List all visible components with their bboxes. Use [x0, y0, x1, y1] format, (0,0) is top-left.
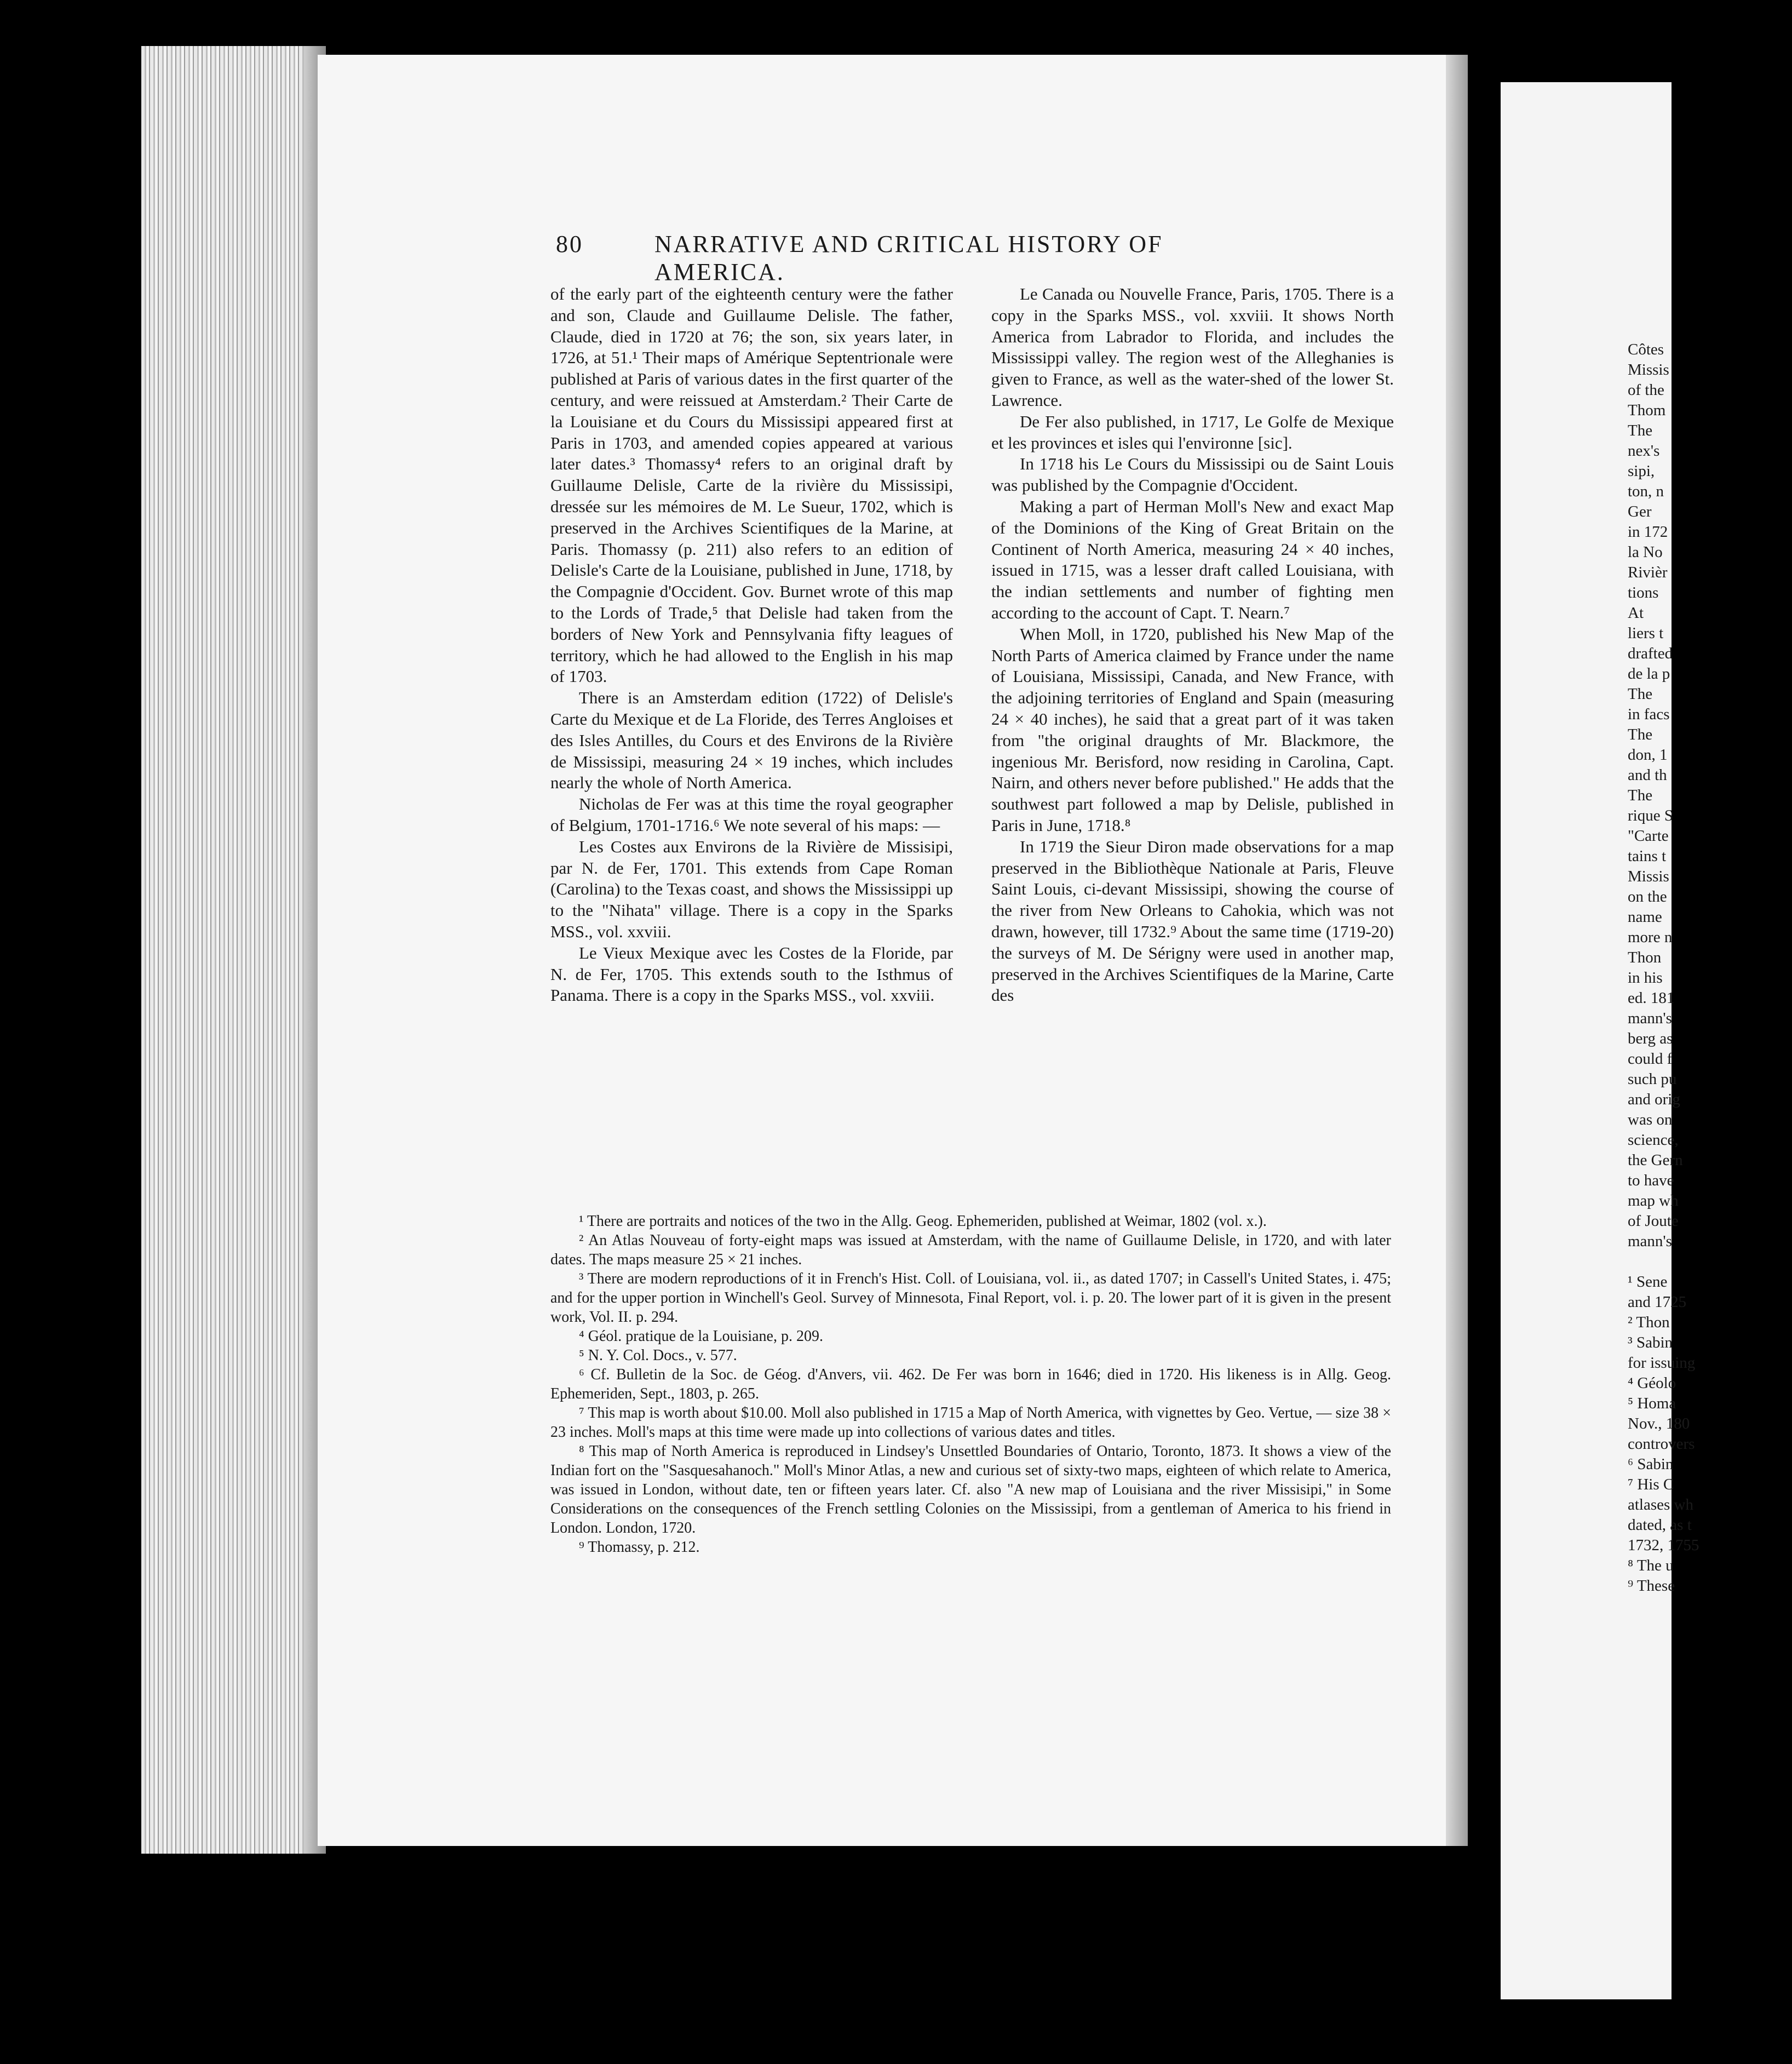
facing-page-line: Thom: [1628, 402, 1666, 419]
facing-page-line: Rivièr: [1628, 564, 1668, 581]
facing-page-line: ton, n: [1628, 483, 1664, 500]
facing-page-line: Thon: [1628, 949, 1662, 966]
facing-page-line: mann's: [1628, 1232, 1672, 1250]
gutter-shadow: [1446, 55, 1468, 1846]
facing-page-line: de la p: [1628, 665, 1670, 683]
left-paragraph: of the early part of the eighteenth century were the father and son, Claude and Guillaume Delisle. The father, Claude, died in 1720 at 76; the son, six years later, in 1726, at 51.¹ Their maps of Amérique Septentrionale were published at Paris of various dates in the first quarter of the century, and were reissued at Amsterdam.² Their Carte de la Louisiane et du Cours du Mississipi appeared first at Paris in 1703, and amended copies appeared at various later dates.³ Thomassy⁴ refers to an original draft by Guillaume Delisle, Carte de la rivière du Mississipi, dressée sur les mémoires de M. Le Sueur, 1702, which is preserved in the Archives Scientifiques de la Marine, at Paris. Thomassy (p. 211) also refers to an edition of Delisle's Carte de la Louisiane, published in June, 1718, by the Compagnie d'Occident. Gov. Burnet wrote of this map to the Lords of Trade,⁵ that Delisle had taken from the borders of New York and Pennsylvania fifty leagues of territory, which he had allowed to the English in his map of 1703.: [550, 284, 953, 686]
facing-page-line: science,: [1628, 1131, 1679, 1149]
footnote: ⁷ This map is worth about $10.00. Moll also published in 1715 a Map of North America, with vignettes by Geo. Vertue, — size 38 × 23 inches. Moll's maps at this time were made up into collections of various dates and titles.: [550, 1404, 1391, 1441]
facing-page-line: was on: [1628, 1111, 1673, 1128]
facing-page-line: map wh: [1628, 1192, 1679, 1209]
facing-page-line: name: [1628, 908, 1662, 926]
facing-page-line: ⁶ Sabin: [1628, 1455, 1674, 1473]
footnote: ² An Atlas Nouveau of forty-eight maps was issued at Amsterdam, with the name of Guillaume Delisle, in 1720, and with later dates. The maps measure 25 × 21 inches.: [550, 1232, 1391, 1268]
facing-page-line: atlases wh: [1628, 1496, 1693, 1513]
facing-page-line: ³ Sabin: [1628, 1334, 1673, 1351]
left-paragraph: Le Vieux Mexique avec les Costes de la Floride, par N. de Fer, 1705. This extends south to the Isthmus of Panama. There is a copy in the Sparks MSS., vol. xxviii.: [550, 943, 953, 1005]
right-paragraph: Making a part of Herman Moll's New and exact Map of the Dominions of the King of Great Britain on the Continent of North America, measuring 24 × 40 inches, issued in 1715, was a lesser draft called Louisiana, with the indian settlements and number of fighting men according to the account of Capt. T. Nearn.⁷: [991, 496, 1394, 622]
facing-page-line: such pu: [1628, 1070, 1677, 1088]
facing-page-line: ¹ Sene: [1628, 1273, 1668, 1291]
facing-page-line: nex's: [1628, 442, 1660, 460]
facing-page-line: rique S: [1628, 807, 1673, 824]
facing-page-line: tions: [1628, 584, 1659, 601]
facing-page-line: 1732, 1755: [1628, 1536, 1699, 1554]
right-paragraph: De Fer also published, in 1717, Le Golfe de Mexique et les provinces et isles qui l'environne [sic].: [991, 411, 1394, 452]
book-page-edges: [141, 46, 322, 1854]
facing-page-line: could f: [1628, 1050, 1673, 1068]
facing-page-line: ² Thon: [1628, 1314, 1670, 1331]
footnotes: [550, 1212, 1391, 1557]
footnote: ⁹ Thomassy, p. 212.: [579, 1539, 700, 1556]
facing-page-line: and th: [1628, 766, 1667, 784]
footnote: ¹ There are portraits and notices of the two in the Allg. Geog. Ephemeriden, published at Weimar, 1802 (vol. x.).: [579, 1213, 1267, 1230]
facing-page-line: tains t: [1628, 847, 1667, 865]
facing-page-line: "Carte: [1628, 827, 1669, 845]
facing-page-line: on the: [1628, 888, 1667, 905]
facing-page-line: The: [1628, 726, 1653, 743]
facing-page-line: sipi,: [1628, 462, 1655, 480]
facing-page-line: ⁴ Géolo: [1628, 1374, 1676, 1392]
right-column: [991, 284, 1394, 1006]
facing-page-line: mann's: [1628, 1010, 1672, 1027]
facing-page-line: liers t: [1628, 624, 1664, 642]
facing-page-line: and orig: [1628, 1091, 1680, 1108]
facing-page-line: ⁷ His C: [1628, 1476, 1674, 1493]
left-paragraph: Nicholas de Fer was at this time the royal geographer of Belgium, 1701-1716.⁶ We note several of his maps: —: [550, 794, 953, 835]
facing-page-line: of the: [1628, 381, 1664, 399]
facing-page-line: in 172: [1628, 523, 1668, 541]
facing-page-line: ⁵ Homa: [1628, 1395, 1676, 1412]
facing-page-line: The: [1628, 685, 1653, 703]
facing-page-line: the Gern: [1628, 1151, 1683, 1169]
footnote: ⁴ Géol. pratique de la Louisiane, p. 209.: [579, 1328, 823, 1345]
facing-page-line: [1628, 1252, 1792, 1272]
facing-page-line: Missis: [1628, 361, 1669, 379]
facing-page-line: ⁸ The u: [1628, 1557, 1674, 1574]
facing-page-line: Ger: [1628, 503, 1652, 520]
facing-page-line: in his: [1628, 969, 1663, 987]
facing-page-line: of Joute: [1628, 1212, 1679, 1230]
facing-page-line: Missis: [1628, 868, 1669, 885]
footnote: ⁸ This map of North America is reproduced in Lindsey's Unsettled Boundaries of Ontario, Toronto, 1873. It shows a view of the Indian fort on the "Sasquesahanoch." Moll's Minor Atlas, a new and curious set of sixty-two maps, eighteen of which relate to America, was issued in London, without date, ten or fifteen years later. Cf. also "A new map of Louisiana and the river Missisipi," in Some Considerations on the consequences of the French settling Colonies on the Mississipi, from a gentleman of America to his friend in London. London, 1720.: [550, 1443, 1391, 1536]
running-title: NARRATIVE AND CRITICAL HISTORY OF AMERICA.: [654, 231, 1163, 285]
facing-page-line: don, 1: [1628, 746, 1668, 764]
facing-page-line: The: [1628, 787, 1653, 804]
right-paragraph: In 1718 his Le Cours du Mississipi ou de Saint Louis was published by the Compagnie d'Occident.: [991, 454, 1394, 495]
facing-page-line: ed. 181: [1628, 989, 1675, 1007]
right-paragraph: When Moll, in 1720, published his New Map of the North Parts of America claimed by France under the name of Louisiana, Mississipi, Canada, and New France, with the adjoining territories of England and Spain (measuring 24 × 40 inches), he said that a great part of it was taken from "the original draughts of Mr. Blackmore, the ingenious Mr. Berisford, now residing in Carolina, Capt. Nairn, and others never before published." He adds that the southwest part followed a map by Delisle, published in Paris in June, 1718.⁸: [991, 624, 1394, 835]
left-paragraph: Les Costes aux Environs de la Rivière de Missisipi, par N. de Fer, 1701. This extends from Cape Roman (Carolina) to the Texas coast, and shows the Mississippi up to the "Nihata" village. There is a copy in the Sparks MSS., vol. xxviii.: [550, 836, 953, 941]
facing-page-text: [1628, 340, 1792, 1596]
facing-page-line: and 1725: [1628, 1293, 1687, 1311]
page-number: 80: [556, 231, 583, 257]
footnote: ⁶ Cf. Bulletin de la Soc. de Géog. d'Anvers, vii. 462. De Fer was born in 1646; died in 1720. His likeness is in Allg. Geog. Ephemeriden, Sept., 1803, p. 265.: [550, 1366, 1391, 1402]
facing-page-line: berg as: [1628, 1030, 1673, 1047]
facing-page-line: Côtes: [1628, 341, 1664, 358]
left-column: [550, 284, 953, 1006]
facing-page-line: ⁹ These: [1628, 1577, 1675, 1595]
facing-page-line: The: [1628, 422, 1653, 439]
facing-page-line: At: [1628, 604, 1644, 622]
left-paragraph: There is an Amsterdam edition (1722) of Delisle's Carte du Mexique et de La Floride, des Terres Angloises et des Isles Antilles, du Cours et des Environs de la Rivière de Mississipi, measuring 24 × 19 inches, which includes nearly the whole of North America.: [550, 688, 953, 793]
footnote: ³ There are modern reproductions of it in French's Hist. Coll. of Louisiana, vol. ii., as dated 1707; in Cassell's United States, i. 475; and for the upper portion in Winchell's Geol. Survey of Minnesota, Final Report, vol. i. p. 20. The lower part of it is given in the present work, Vol. II. p. 294.: [550, 1270, 1391, 1326]
footnote: ⁵ N. Y. Col. Docs., v. 577.: [579, 1347, 737, 1364]
facing-page-line: more n: [1628, 928, 1673, 946]
facing-page-line: for issuing: [1628, 1354, 1696, 1372]
facing-page-line: Nov., 180: [1628, 1415, 1690, 1432]
facing-page-line: in facs: [1628, 706, 1670, 723]
right-paragraph: In 1719 the Sieur Diron made observations for a map preserved in the Bibliothèque Nationale at Paris, Fleuve Saint Louis, ci-devant Mississipi, showing the course of the river from New Orleans to Cahokia, which was not drawn, however, till 1732.⁹ About the same time (1719-20) the surveys of M. De Sérigny were used in another map, preserved in the Archives Scientifiques de la Marine, Carte des: [991, 836, 1394, 1005]
facing-page-line: dated, as t: [1628, 1516, 1692, 1534]
facing-page-line: to have: [1628, 1172, 1674, 1189]
facing-page-line: controvers: [1628, 1435, 1695, 1453]
facing-page-line: la No: [1628, 543, 1663, 561]
right-paragraph: Le Canada ou Nouvelle France, Paris, 1705. There is a copy in the Sparks MSS., vol. xxviii. It shows North America from Labrador to Florida, and includes the Mississippi valley. The region west of the Alleghanies is given to France, as well as the water-shed of the lower St. Lawrence.: [991, 284, 1394, 410]
facing-page-line: drafted: [1628, 645, 1673, 662]
